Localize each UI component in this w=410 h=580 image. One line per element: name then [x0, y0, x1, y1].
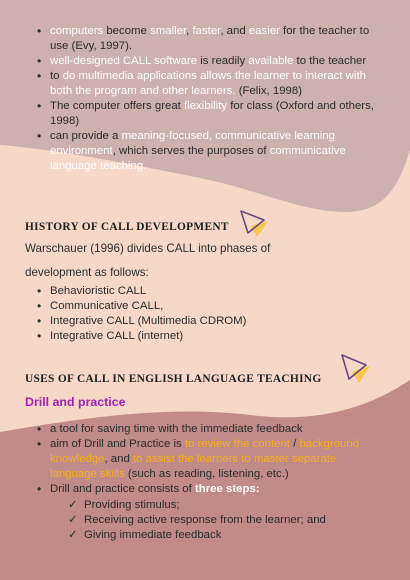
step-text: Providing stimulus;	[84, 499, 180, 511]
bullet-text: is readily	[197, 55, 249, 67]
highlighted-text: communicative language teaching.	[50, 145, 346, 172]
bullet-text: for the teacher to use (Evy, 1997).	[50, 25, 370, 52]
check-icon: ✓	[68, 514, 78, 526]
highlighted-text: to review the content	[184, 438, 290, 450]
uses-heading: USES OF CALL IN ENGLISH LANGUAGE TEACHING	[25, 373, 322, 385]
step-item	[68, 498, 388, 513]
bullet-item	[30, 422, 375, 437]
phase-item: • Behavioristic CALL	[30, 284, 388, 299]
bullet-item	[30, 482, 375, 497]
bullet-item	[30, 437, 375, 482]
bullet-text: become	[103, 25, 151, 37]
highlighted-text: easier	[248, 25, 280, 37]
bullet-item	[30, 99, 388, 129]
bullet-text: , which serves the purposes of	[112, 145, 270, 157]
bullet-item	[30, 69, 388, 99]
intro-bullet-list	[30, 24, 388, 174]
phase-list	[30, 284, 388, 344]
step-list	[68, 498, 388, 543]
step-text: Giving immediate feedback	[84, 529, 222, 541]
intro-benefits	[30, 24, 388, 174]
check-icon: ✓	[68, 499, 78, 511]
bullet-text: aim of Drill and Practice is	[50, 438, 185, 450]
bullet-text: /	[289, 438, 300, 450]
highlighted-text: flexibility	[184, 100, 228, 112]
highlighted-text: computers	[50, 25, 104, 37]
bullet-text: Drill and practice consists of	[50, 483, 195, 495]
highlighted-text: to assist the learners to master separate language skills	[50, 453, 337, 480]
step-text: Receiving active response from the learner; and	[84, 514, 326, 526]
history-intro-line1: Warschauer (1996) divides CALL into phases of	[25, 242, 271, 255]
phase-item: • Integrative CALL (internet)	[30, 329, 388, 344]
highlighted-text: faster	[192, 25, 221, 37]
bullet-item	[30, 129, 388, 174]
triangle-outline-icon	[238, 208, 272, 238]
bullet-item	[30, 24, 388, 54]
bullet-text: , and	[220, 25, 249, 37]
phase-item: • Communicative CALL,	[30, 299, 388, 314]
history-intro	[25, 237, 395, 285]
bullet-text: to	[50, 70, 63, 82]
bullet-text: to the teacher	[293, 55, 367, 67]
phase-item: • Integrative CALL (Multimedia CDROM)	[30, 314, 388, 329]
highlighted-text: do multimedia applications allows the learner to interact with both the program and other learners.	[50, 70, 366, 97]
bullet-text: The computer offers great	[50, 100, 185, 112]
bullet-text: (such as reading, listening, etc.)	[124, 468, 289, 480]
bullet-text: for class (Oxford and others, 1998)	[50, 100, 374, 127]
triangle-outline-icon	[338, 352, 374, 384]
highlighted-text: available	[248, 55, 294, 67]
bullet-text: (Felix, 1998)	[235, 85, 303, 97]
step-item	[68, 528, 388, 543]
drill-practice-subheading: Drill and practice	[25, 395, 126, 409]
history-intro-line2: development as follows:	[25, 266, 149, 279]
highlighted-text: background knowledge	[50, 438, 359, 465]
drill-steps	[68, 498, 388, 543]
history-phases	[30, 284, 388, 344]
bullet-text: can provide a	[50, 130, 122, 142]
bullet-item	[30, 54, 388, 69]
history-heading: HISTORY OF CALL DEVELOPMENT	[25, 221, 229, 233]
bullet-text: a tool for saving time with the immediate feedback	[50, 423, 303, 435]
check-icon: ✓	[68, 529, 78, 541]
highlighted-text: meaning-focused, communicative learning environment	[50, 130, 335, 157]
drill-bullet-list	[30, 422, 375, 497]
bullet-text: , and	[104, 453, 133, 465]
bullet-text: ,	[186, 25, 193, 37]
drill-practice-details	[30, 422, 375, 497]
highlighted-text: three steps:	[194, 483, 260, 495]
highlighted-text: smaller	[150, 25, 187, 37]
highlighted-text: well-designed CALL software	[50, 55, 198, 67]
step-item	[68, 513, 388, 528]
